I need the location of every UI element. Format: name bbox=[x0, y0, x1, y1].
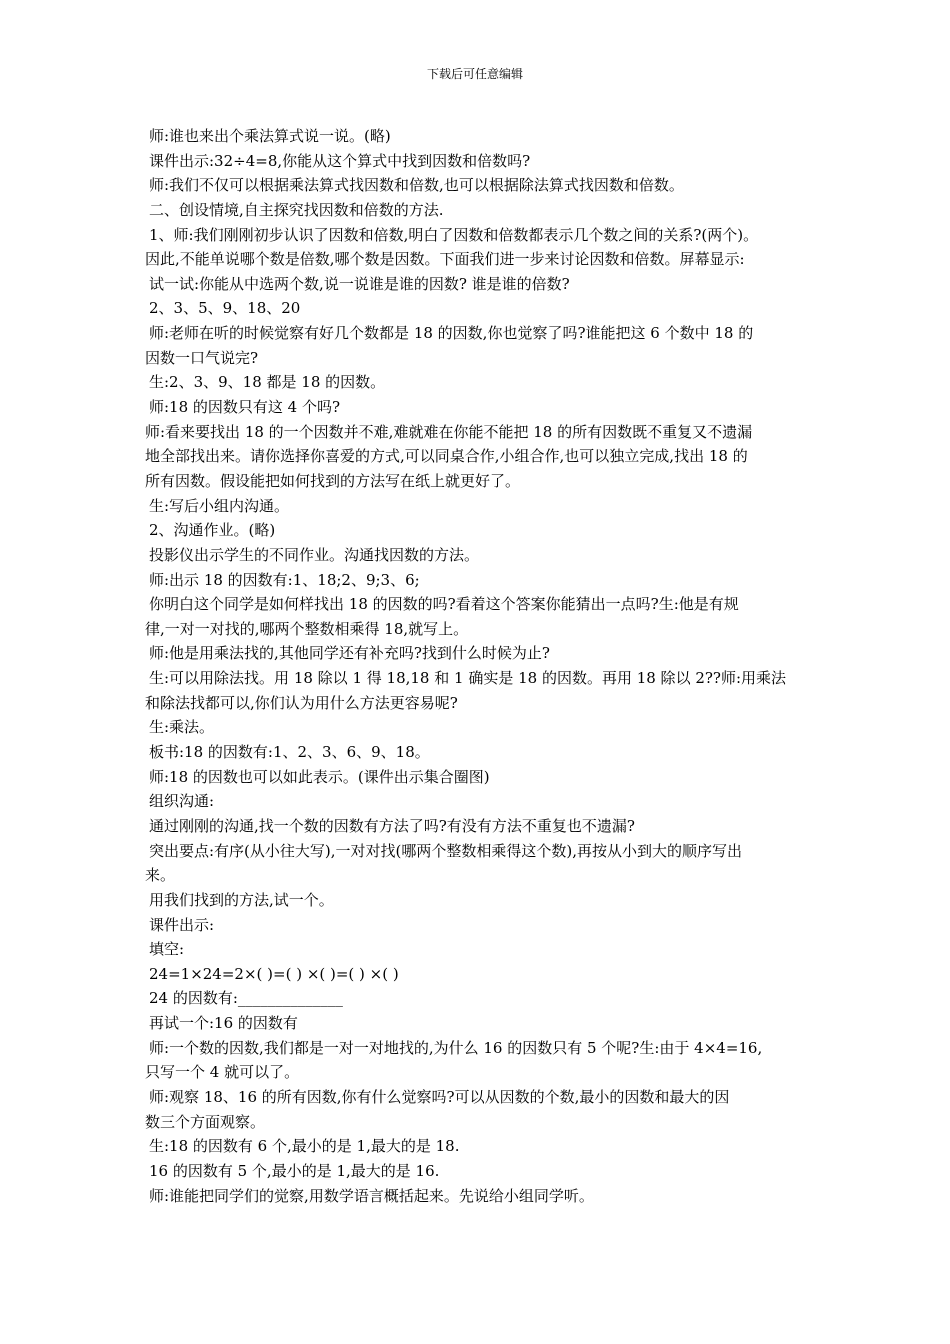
text-line: 师:他是用乘法找的,其他同学还有补充吗?找到什么时候为止? bbox=[149, 644, 550, 663]
text-line: 用我们找到的方法,试一个。 bbox=[149, 890, 334, 909]
text-line: 师:18 的因数只有这 4 个吗? bbox=[149, 398, 341, 417]
text-line: 填空: bbox=[149, 940, 185, 959]
text-line: 只写一个 4 就可以了。 bbox=[145, 1063, 300, 1082]
text-line: 师:18 的因数也可以如此表示。(课件出示集合圈图) bbox=[149, 767, 490, 786]
text-line: 课件出示:32÷4=8,你能从这个算式中找到因数和倍数吗? bbox=[149, 151, 531, 170]
text-line: 课件出示: bbox=[149, 915, 215, 934]
text-line: 因此,不能单说哪个数是倍数,哪个数是因数。下面我们进一步来讨论因数和倍数。屏幕显示: bbox=[145, 250, 745, 269]
text-line: 投影仪出示学生的不同作业。沟通找因数的方法。 bbox=[149, 545, 480, 564]
text-line: 16 的因数有 5 个,最小的是 1,最大的是 16. bbox=[149, 1161, 440, 1180]
text-line: 师:我们不仅可以根据乘法算式找因数和倍数,也可以根据除法算式找因数和倍数。 bbox=[149, 176, 684, 195]
text-line: 律,一对一对找的,哪两个整数相乘得 18,就写上。 bbox=[145, 619, 469, 638]
text-line: 生:乘法。 bbox=[149, 718, 215, 737]
text-line: 你明白这个同学是如何样找出 18 的因数的吗?看着这个答案你能猜出一点吗?生:他是有规 bbox=[149, 595, 739, 614]
text-line: 突出要点:有序(从小往大写),一对对找(哪两个整数相乘得这个数),再按从小到大的顺序写出 bbox=[149, 841, 743, 860]
text-line: 和除法找都可以,你们认为用什么方法更容易呢? bbox=[145, 693, 458, 712]
text-line: 地全部找出来。请你选择你喜爱的方式,可以同桌合作,小组合作,也可以独立完成,找出 18 的 bbox=[145, 447, 748, 466]
text-line: 生:可以用除法找。用 18 除以 1 得 18,18 和 1 确实是 18 的因数。再用 18 除以 2??师:用乘法 bbox=[149, 669, 787, 688]
text-line: 数三个方面观察。 bbox=[145, 1112, 266, 1131]
page-header: 下载后可任意编辑 bbox=[426, 67, 523, 81]
text-line: 生:写后小组内沟通。 bbox=[149, 496, 290, 515]
text-line: 二、创设情境,自主探究找因数和倍数的方法. bbox=[149, 200, 444, 219]
text-line: 师:谁也来出个乘法算式说一说。(略) bbox=[149, 127, 391, 145]
text-line: 来。 bbox=[145, 866, 176, 885]
document-body bbox=[145, 124, 815, 1208]
text-line: 师:观察 18、16 的所有因数,你有什么觉察吗?可以从因数的个数,最小的因数和最大的因 bbox=[149, 1087, 730, 1106]
text-line: 板书:18 的因数有:1、2、3、6、9、18。 bbox=[149, 743, 430, 762]
text-line: 师:谁能把同学们的觉察,用数学语言概括起来。先说给小组同学听。 bbox=[149, 1186, 594, 1205]
text-line: 所有因数。假设能把如何找到的方法写在纸上就更好了。 bbox=[145, 471, 521, 490]
text-line: 通过刚刚的沟通,找一个数的因数有方法了吗?有没有方法不重复也不遗漏? bbox=[149, 816, 635, 835]
text-line: 24 的因数有:______________ bbox=[149, 989, 343, 1008]
text-line: 生:2、3、9、18 都是 18 的因数。 bbox=[149, 373, 386, 392]
text-line: 组织沟通: bbox=[149, 792, 215, 811]
text-line: 再试一个:16 的因数有 bbox=[149, 1014, 298, 1033]
text-line: 师:一个数的因数,我们都是一对一对地找的,为什么 16 的因数只有 5 个呢?生:由于 4×4=16, bbox=[149, 1038, 763, 1057]
text-line: 试一试:你能从中选两个数,说一说谁是谁的因数? 谁是谁的倍数? bbox=[149, 274, 570, 293]
text-line: 师:看来要找出 18 的一个因数并不难,难就难在你能不能把 18 的所有因数既不重复又不遗漏 bbox=[145, 422, 753, 441]
text-line: 24=1×24=2×( )=( ) ×( )=( ) ×( ) bbox=[149, 964, 399, 983]
text-line: 师:出示 18 的因数有:1、18;2、9;3、6; bbox=[149, 570, 420, 589]
text-line: 师:老师在听的时候觉察有好几个数都是 18 的因数,你也觉察了吗?谁能把这 6 个数中 18 的 bbox=[149, 324, 754, 343]
text-line: 因数一口气说完? bbox=[145, 348, 259, 367]
text-line: 1、师:我们刚刚初步认识了因数和倍数,明白了因数和倍数都表示几个数之间的关系?(两个)。 bbox=[149, 225, 759, 244]
text-line: 2、3、5、9、18、20 bbox=[149, 299, 301, 318]
text-line: 2、沟通作业。(略) bbox=[149, 521, 276, 540]
text-line: 生:18 的因数有 6 个,最小的是 1,最大的是 18. bbox=[149, 1137, 460, 1156]
